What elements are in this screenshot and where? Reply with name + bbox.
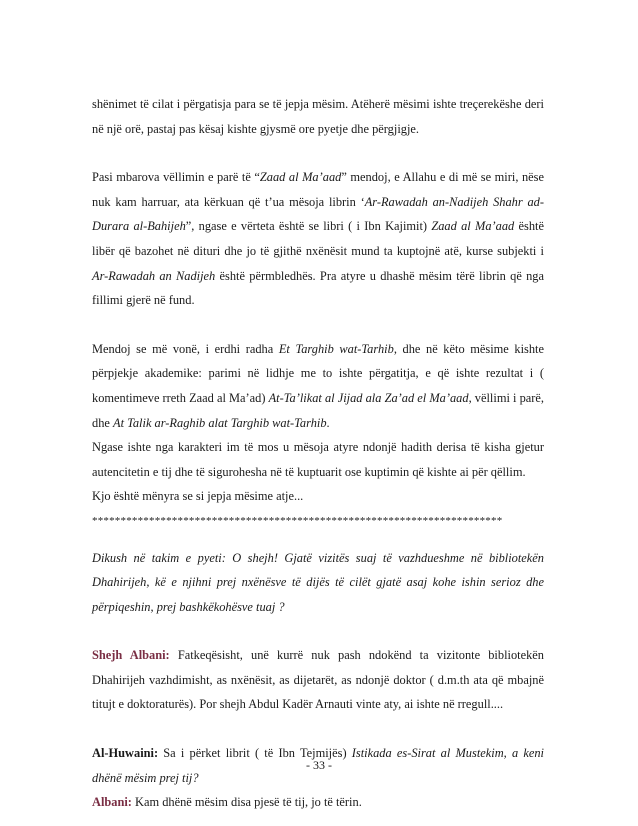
text-run: Istikada es-Sirat al Mustekim, a keni dhënë mësim prej tij? — [92, 746, 544, 785]
answer-shejh-albani — [92, 643, 544, 717]
paragraph-character: Ngase ishte nga karakteri im të mos u mësoja atyre ndonjë hadith derisa të kisha gjetur autencitetin e tij dhe të sigurohesha në të kuptuarit ose kuptimin që kishte ai për qëllim. — [92, 440, 544, 479]
text-run: është përmbledhës. Pra atyre u dhashë mësim tërë librin që nga fillimi gjerë në fund. — [92, 268, 544, 308]
paragraph-gap — [92, 619, 544, 643]
paragraph-gap — [92, 313, 544, 337]
document-body — [92, 92, 544, 815]
book-title: At Talik ar-Raghib alat Targhib wat-Tarhib — [113, 415, 327, 430]
speaker-label: Al-Huwaini: — [92, 746, 159, 761]
text-run: ”, ngase e vërteta është se libri ( i Ibn Kajimit) — [185, 219, 432, 234]
book-title: At-Ta’likat al Jijad ala Za’ad el Ma’aad — [268, 390, 469, 405]
text-run: është libër që bazohet në dituri dhe jo të gjithë nxënësit mund ta kuptojnë atë, kurse subjekti i — [92, 219, 544, 258]
text-run: , dhe në këto mësime kishte përpjekje akademike: parimi në lidhje me to ishte përgatitja, e që ishte rezultat i ( komentimeve rreth Zaad al Ma’ad) — [92, 341, 544, 405]
book-title: Zaad al Ma’aad — [259, 170, 342, 185]
page-number: - 33 - — [306, 758, 332, 772]
paragraph-gap — [92, 717, 544, 741]
text-run: Mendoj se më vonë, i erdhi radha — [92, 341, 279, 356]
separator-line: ************************************************************************ — [92, 514, 503, 527]
paragraph-gap — [92, 534, 544, 546]
text-run: Kam dhënë mësim disa pjesë të tij, jo të tërin. — [131, 795, 362, 810]
text-run: , vëllimi i parë, dhe — [92, 390, 544, 430]
paragraph-gap — [92, 141, 544, 165]
answer-albani — [92, 790, 544, 815]
book-title: Ar-Rawadah an-Nadijeh Shahr ad-Durara al-Bahijeh — [92, 194, 544, 234]
paragraph-zaad-al-maaad — [92, 165, 544, 313]
speaker-label: Albani: — [92, 795, 132, 810]
speaker-label: Shejh Albani: — [92, 648, 170, 663]
book-title: Et Targhib wat-Tarhib — [278, 341, 394, 356]
text-run: ” mendoj, e Allahu e di më se miri, nëse nuk kam harruar, ata kërkuan që t’ua mësoja librin ‘ — [92, 170, 544, 209]
question-students: Dikush në takim e pyeti: O shejh! Gjatë vizitës suaj të vazhdueshme në bibliotekën Dhahirijeh, kë e njihni prej nxënësve të dijës të cilët gjatë asaj kohe ishin serioz dhe përpiqeshin, prej bashkëkohësve tuaj ? — [92, 550, 544, 614]
paragraph-method: Kjo është mënyra se si jepja mësime atje... — [92, 489, 304, 504]
text-run: Sa i përket librit ( të Ibn Tejmijës) — [158, 746, 352, 761]
text-run: Fatkeqësisht, unë kurrë nuk pash ndokënd ta vizitonte bibliotekën Dhahirijeh vazhdimisht, as nxënësit, as dijetarët, as ndonjë doktor ( d.m.th ata që mbajnë titujt e doktoraturës). Por shejh Abdul Kadër Arnauti vinte aty, ai ishte në rregull.... — [92, 648, 544, 712]
text-run: Pasi mbarova vëllimin e parë të “ — [92, 170, 260, 185]
book-title: Zaad al Ma’aad — [431, 219, 515, 234]
book-title: Ar-Rawadah an Nadijeh — [92, 268, 216, 283]
paragraph-intro: shënimet të cilat i përgatisja para se të jepja mësim. Atëherë mësimi ishte treçerekëshe deri në një orë, pastaj pas kësaj kishte gjysmë ore pyetje dhe përgjigje. — [92, 97, 544, 136]
paragraph-targhib — [92, 337, 544, 435]
text-run: . — [326, 415, 330, 430]
